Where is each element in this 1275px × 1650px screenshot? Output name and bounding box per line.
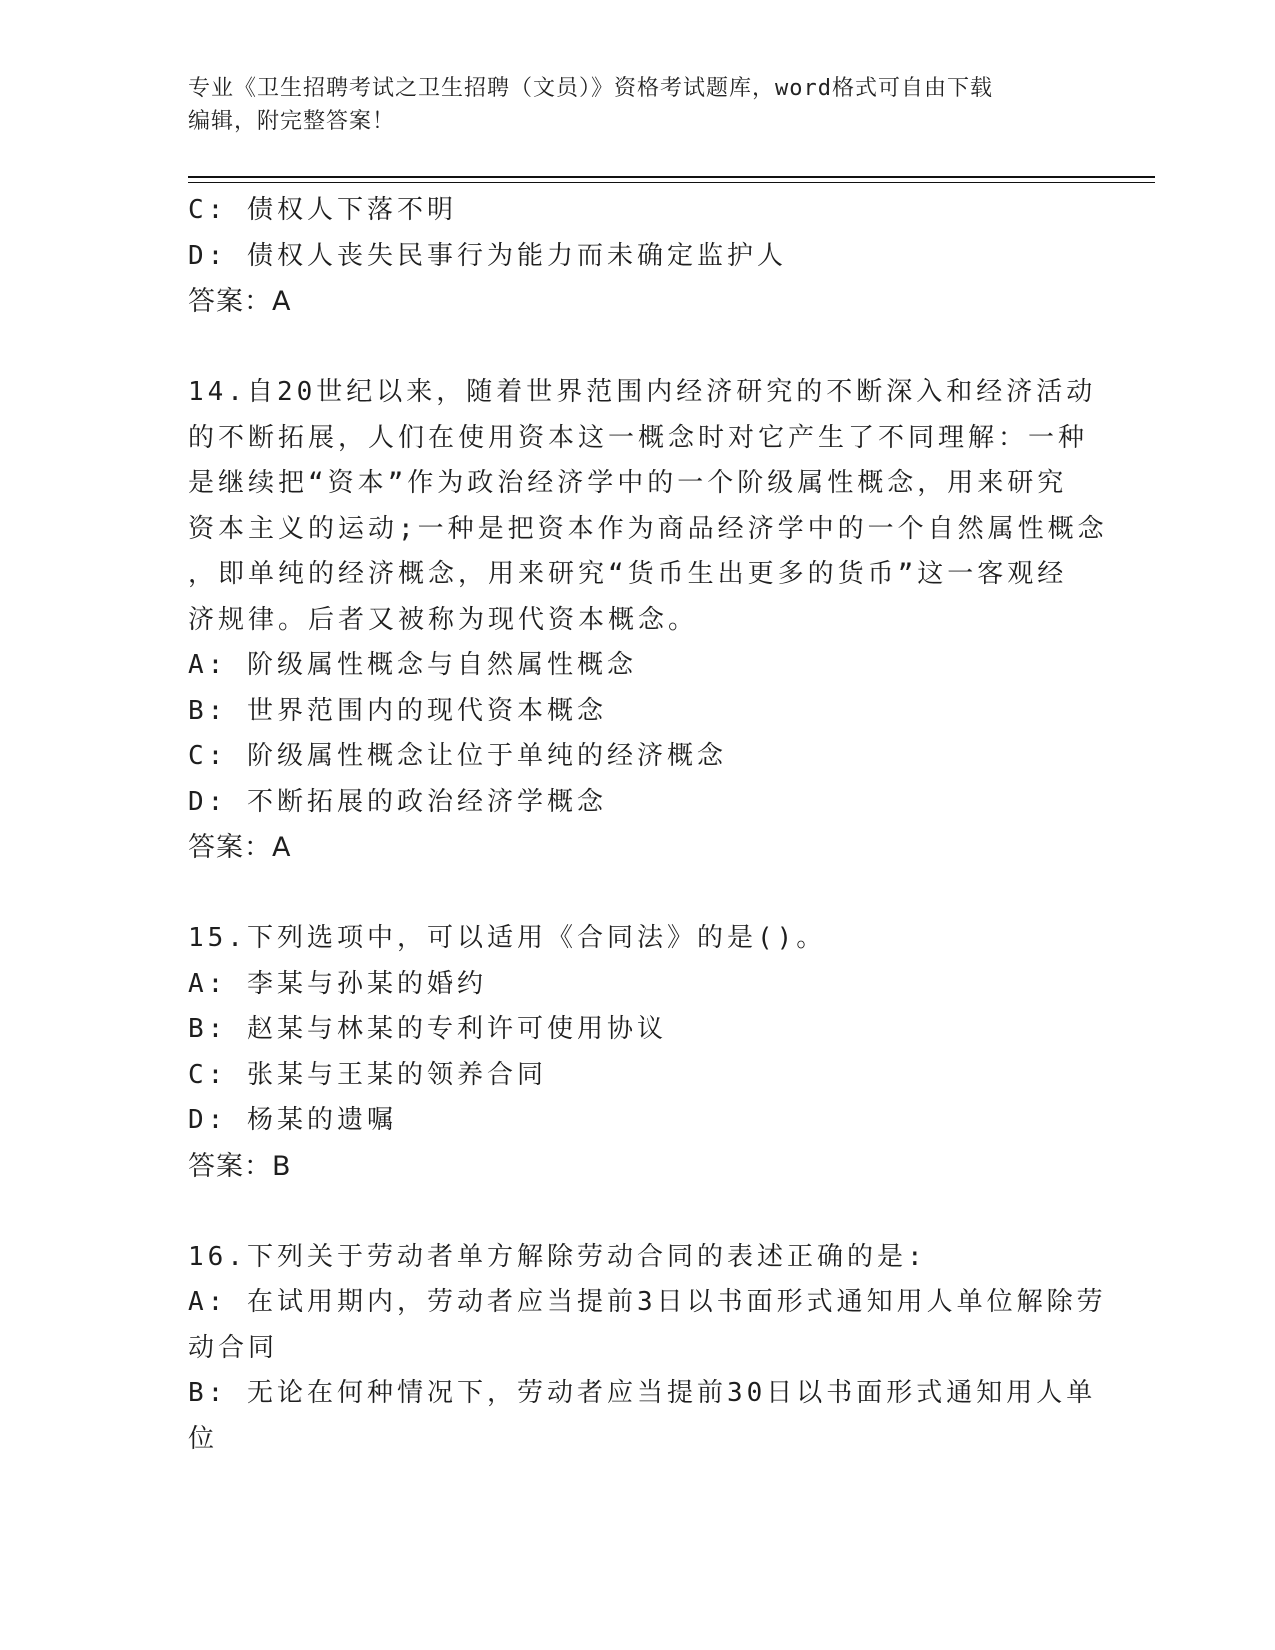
header-divider-thick: [188, 176, 1155, 178]
q16-option-a: A: 在试用期内，劳动者应当提前3日以书面形式通知用人单位解除劳: [188, 1287, 1107, 1317]
q15-stem: 15.下列选项中，可以适用《合同法》的是()。: [188, 923, 827, 953]
q14-stem-line: 的不断拓展，人们在使用资本这一概念时对它产生了不同理解：一种: [188, 422, 1089, 453]
spacer: [188, 1189, 1088, 1235]
document-header: [188, 72, 1088, 138]
q15-option-b: B: 赵某与林某的专利许可使用协议: [188, 1014, 667, 1044]
q15-option-d: D: 杨某的遗嘱: [188, 1105, 397, 1135]
q16-option-a-continued: 动合同: [188, 1332, 279, 1363]
q13-option-c: C: 债权人下落不明: [188, 195, 457, 225]
header-line-1: 专业《卫生招聘考试之卫生招聘（文员）》资格考试题库，word格式可自由下载: [188, 76, 993, 101]
header-divider-thin: [188, 182, 1155, 183]
q14-answer: 答案：A: [188, 832, 292, 863]
q14-stem-line: 是继续把“资本”作为政治经济学中的一个阶级属性概念，用来研究: [188, 468, 1068, 498]
q13-answer: 答案：A: [188, 286, 292, 317]
q16-option-b: B: 无论在何种情况下，劳动者应当提前30日以书面形式通知用人单: [188, 1378, 1097, 1408]
q14-stem-line: 14.自20世纪以来，随着世界范围内经济研究的不断深入和经济活动: [188, 377, 1097, 407]
q16-stem: 16.下列关于劳动者单方解除劳动合同的表述正确的是:: [188, 1241, 927, 1272]
q14-stem-line: 资本主义的运动;一种是把资本作为商品经济学中的一个自然属性概念: [188, 513, 1108, 544]
header-line-2: 编辑，附完整答案！: [188, 109, 396, 134]
q13-option-d: D: 债权人丧失民事行为能力而未确定监护人: [188, 240, 787, 271]
spacer: [188, 325, 1088, 371]
q14-option-a: A: 阶级属性概念与自然属性概念: [188, 650, 637, 680]
q15-option-c: C: 张某与王某的领养合同: [188, 1059, 547, 1090]
question-content: [188, 188, 1108, 1462]
q14-option-b: B: 世界范围内的现代资本概念: [188, 695, 607, 726]
q14-option-d: D: 不断拓展的政治经济学概念: [188, 786, 607, 817]
q15-answer: 答案：B: [188, 1150, 292, 1182]
q16-option-b-continued: 位: [188, 1423, 219, 1454]
q14-stem-line: ，即单纯的经济概念，用来研究“货币生出更多的货币”这一客观经: [188, 559, 1068, 589]
q15-option-a: A: 李某与孙某的婚约: [188, 968, 487, 999]
spacer: [188, 871, 1088, 917]
q14-option-c: C: 阶级属性概念让位于单纯的经济概念: [188, 741, 727, 771]
q14-stem-line: 济规律。后者又被称为现代资本概念。: [188, 604, 699, 635]
